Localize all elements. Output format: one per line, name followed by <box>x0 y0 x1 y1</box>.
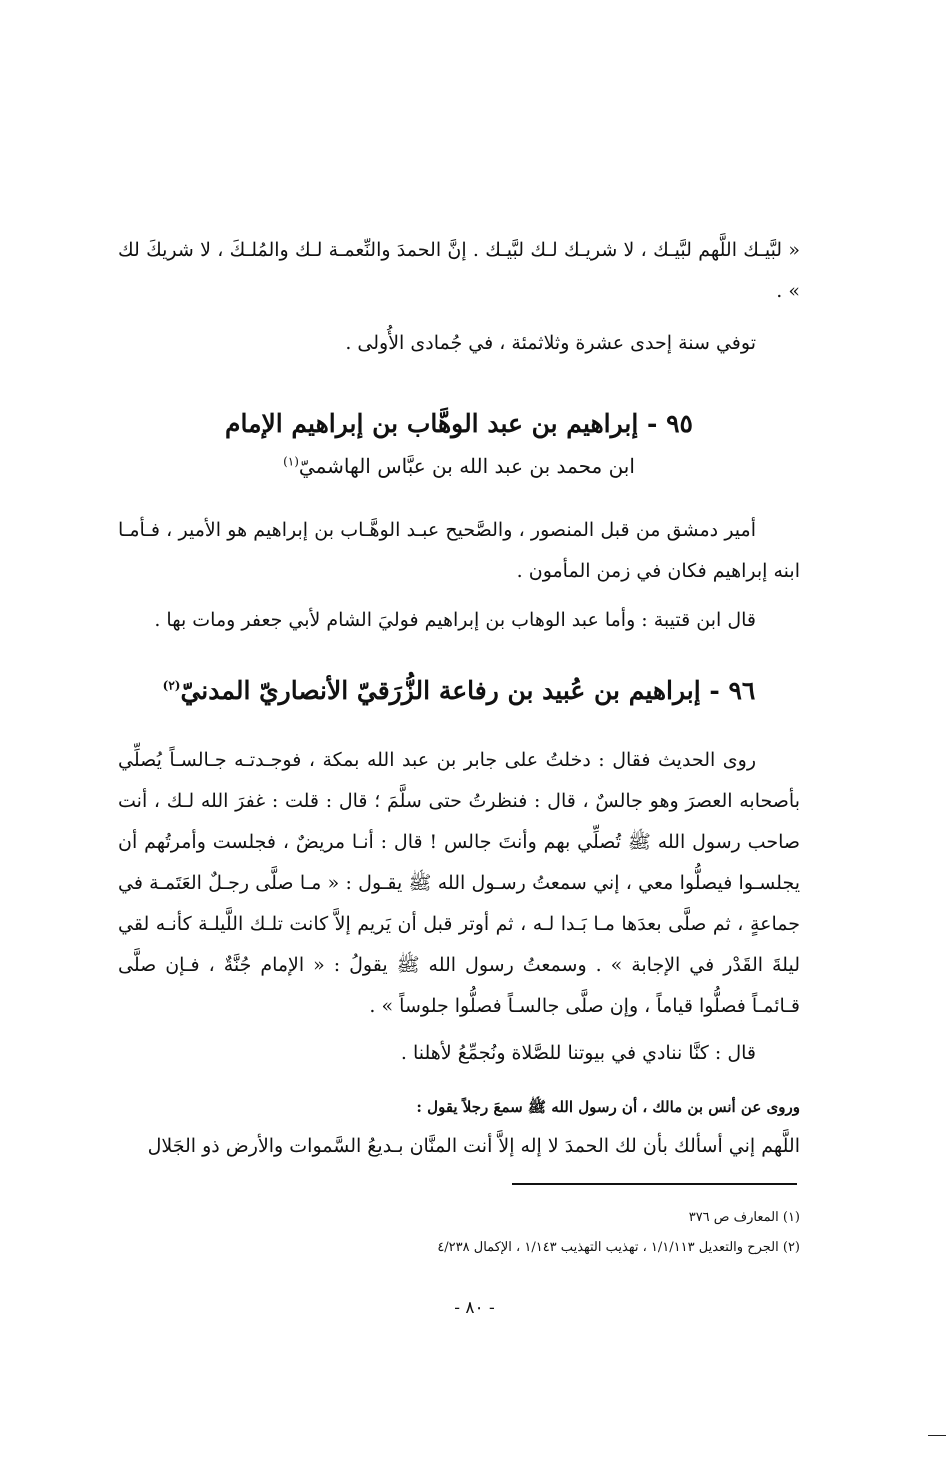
entry-96-paragraph-1-text: روى الحديث فقال : دخلتُ على جابر بن عبد الله بمكة ، فوجـدتـه جـالسـاً يُصلِّي بأصحابه العصرَ وهو جالسٌ ، قال : فنظرتُ حتى سلَّمَ ؛ قال : قلت : غفرَ الله لـك ، أنت صاحب رسول الله ﷺ تُصلِّي بهم وأنتَ جالس ! قال : أنـا مريضٌ ، فجلست وأمرتُهم أن يجلسـوا فيصلُّوا معي ، إني سمعتُ رسـول الله ﷺ يقـول : « مـا صلَّى رجـلٌ العَتَمـة في جماعةٍ ، ثم صلَّى بعدَها مـا بَـدا لـه ، ثم أوتر قبل أن يَريم إلاَّ كانت تلـك اللَّيلـة كأنـه لقي ليلةَ القَدْر في الإجابة » . وسمعتُ رسول الله ﷺ يقولُ : « الإمام جُنَّةٌ ، فـإن صلَّى قـائمـاً فصلُّوا قياماً ، وإن صلَّى جالسـاً فصلُّوا جلوساً » . <box>118 749 800 1017</box>
page-number <box>0 1296 949 1320</box>
entry-95-paragraph-2-text: قال ابن قتيبة : وأما عبد الوهاب بن إبراهيم فوليَ الشام لأبي جعفر ومات بها . <box>154 609 756 631</box>
talbiya-text: « لبَّيـك اللَّهم لبَّيـك ، لا شريـك لـك لبَّيـك . إنَّ الحمدَ والنِّعمـة لـك والمُلـكَ ، لا شريكَ لك » . <box>118 239 800 302</box>
entry-96-paragraph-4-text: اللَّهم إني أسألك بأن لك الحمدَ لا إله إلاَّ أنت المنَّان بـديعُ السَّموات والأرض ذو الجَلال <box>147 1135 800 1157</box>
entry-96-paragraph-2-text: قال : كنَّا ننادي في بيوتنا للصَّلاة ونُجمِّعُ لأهلنا . <box>400 1042 756 1064</box>
footnote-2-text: (٢) الجرح والتعديل ١/١/١١٣ ، تهذيب التهذيب ١/١٤٣ ، الإكمال ٤/٢٣٨ <box>437 1240 800 1255</box>
scan-edge-mark <box>928 1435 946 1436</box>
entry-95-subtitle <box>118 448 800 484</box>
entry-95-paragraph-1 <box>118 510 800 592</box>
opening-talbiya <box>118 230 800 312</box>
entry-95-title <box>118 404 800 444</box>
entry-95-subtitle-text: ابن محمد بن عبد الله بن عبَّاس الهاشميّ <box>298 454 635 478</box>
entry-96-title-text: ٩٦ - إبراهيم بن عُبيد بن رفاعة الزُّرَقيّ الأنصاريّ المدنيّ <box>180 676 756 705</box>
footnote-1 <box>118 1207 800 1229</box>
page-number-text: - ٨٠ - <box>454 1298 495 1318</box>
entry-95-paragraph-2 <box>118 600 800 641</box>
footnote-1-text: (١) المعارف ص ٣٧٦ <box>688 1210 800 1225</box>
death-note-text: توفي سنة إحدى عشرة وثلاثمئة ، في جُمادى الأُولى . <box>345 332 756 354</box>
entry-96-paragraph-2 <box>118 1033 800 1074</box>
footnote-separator <box>512 1183 797 1185</box>
footnote-ref-1: (١) <box>283 454 299 469</box>
death-note <box>118 323 800 364</box>
entry-96-paragraph-1 <box>118 740 800 1027</box>
entry-96-paragraph-4 <box>118 1126 800 1167</box>
footnote-2 <box>118 1237 800 1259</box>
entry-95-paragraph-1-text: أمير دمشق من قبل المنصور ، والصَّحيح عبـد الوهَّـاب بن إبراهيم هو الأمير ، فـأمـا ابنه إبراهيم فكان في زمن المأمون . <box>118 519 800 582</box>
entry-95-title-text: ٩٥ - إبراهيم بن عبد الوهَّاب بن إبراهيم الإمام <box>225 409 693 438</box>
footnote-ref-2: (٢) <box>162 678 181 693</box>
entry-96-paragraph-3 <box>118 1092 800 1122</box>
entry-96-title <box>118 671 800 711</box>
entry-96-paragraph-3-text: وروى عن أنس بن مالك ، أن رسول الله ﷺ سمعَ رجلاً يقول : <box>416 1098 800 1116</box>
